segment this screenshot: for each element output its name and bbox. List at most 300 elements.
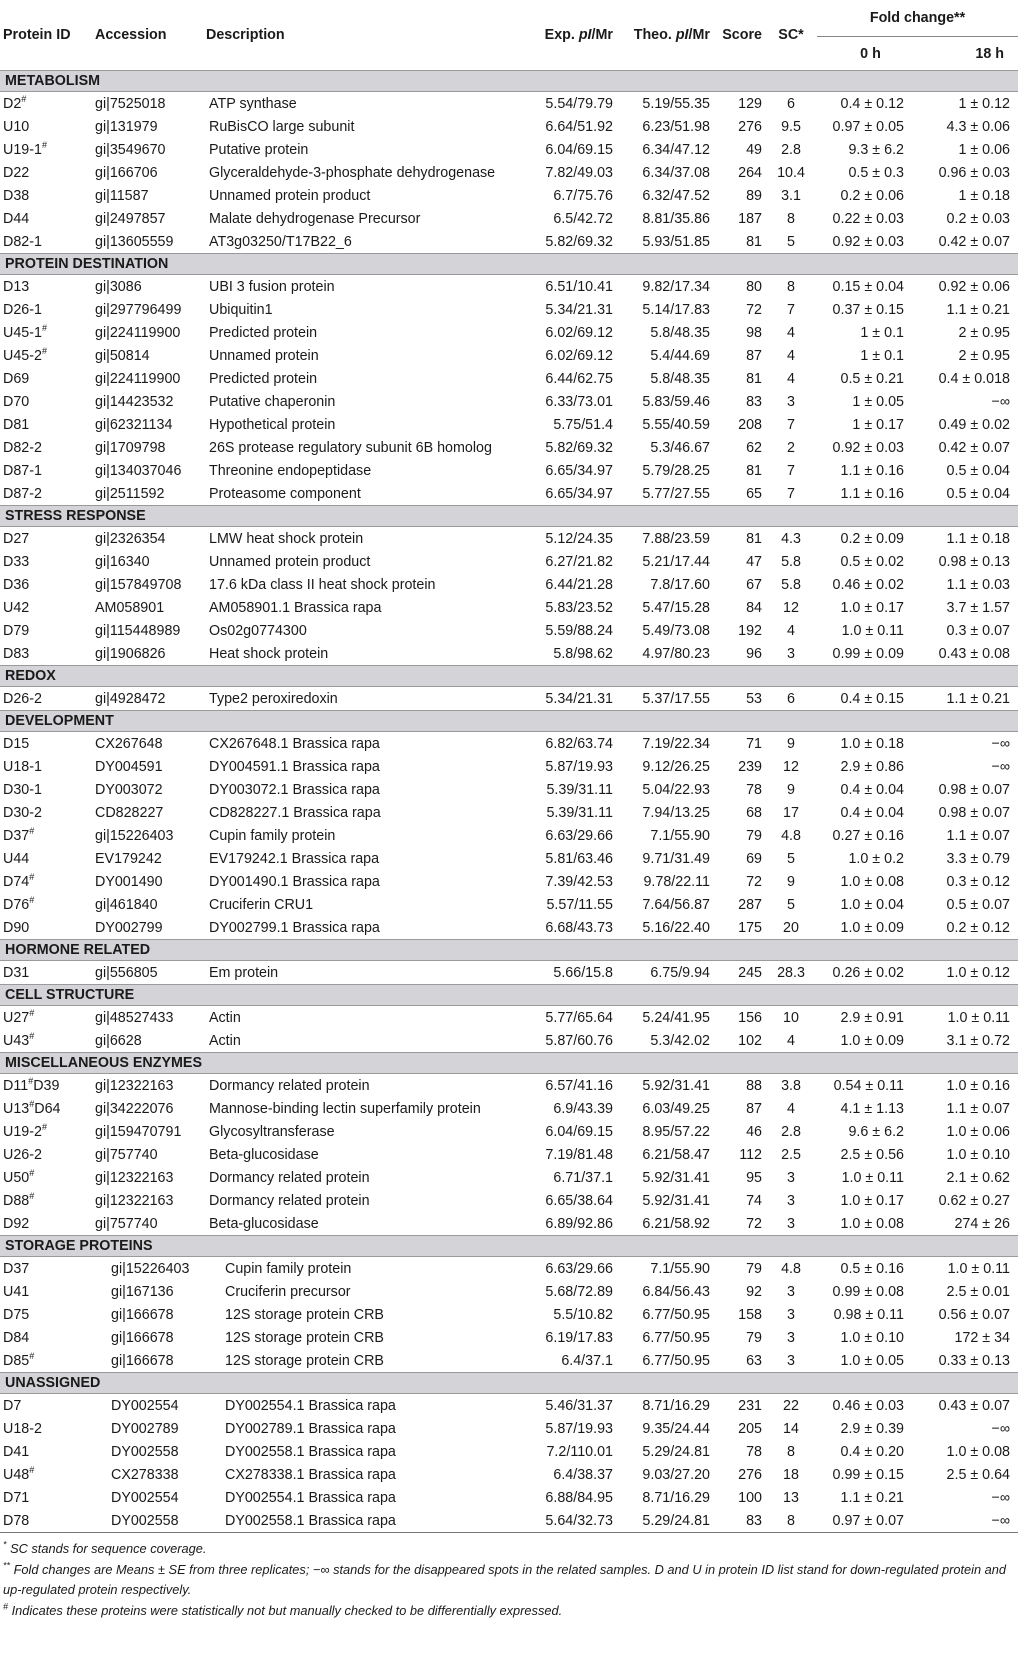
fold-0h-cell: 2.9 ± 0.86 bbox=[840, 758, 904, 775]
category-row bbox=[0, 1053, 1018, 1074]
protein-id: D41 bbox=[3, 1443, 30, 1460]
description-cell: Unnamed protein product bbox=[209, 553, 371, 570]
fold-18h-cell: 3.1 ± 0.72 bbox=[946, 1032, 1011, 1049]
sc-cell: 9 bbox=[787, 873, 795, 890]
description-cell: 17.6 kDa class II heat shock protein bbox=[209, 576, 436, 593]
table-row bbox=[0, 298, 1018, 321]
protein-id: D15 bbox=[3, 735, 30, 752]
table-row bbox=[0, 847, 1018, 870]
protein-id-mark: # bbox=[41, 1121, 47, 1132]
sc-cell: 7 bbox=[787, 485, 795, 502]
fold-18h-cell: 0.62 ± 0.27 bbox=[938, 1192, 1011, 1209]
protein-id: U45-1 bbox=[3, 324, 42, 341]
fold-18h-cell: 1.1 ± 0.18 bbox=[946, 530, 1011, 547]
col-header-18h: 18 h bbox=[975, 45, 1005, 62]
fold-0h-cell: 0.22 ± 0.03 bbox=[832, 210, 904, 227]
score-cell: 63 bbox=[746, 1352, 762, 1369]
score-cell: 89 bbox=[746, 187, 762, 204]
exp-pi-mr-cell: 5.66/15.8 bbox=[553, 964, 613, 981]
protein-id-mark: # bbox=[29, 1030, 35, 1041]
theo-pi-mr-cell: 5.49/73.08 bbox=[642, 622, 710, 639]
sc-cell: 4 bbox=[787, 1032, 795, 1049]
theo-pi-mr-cell: 7.94/13.25 bbox=[642, 804, 710, 821]
score-cell: 71 bbox=[746, 735, 762, 752]
description-cell: UBI 3 fusion protein bbox=[209, 278, 335, 295]
protein-id: D26-1 bbox=[3, 301, 42, 318]
theo-pi-mr-cell: 5.37/17.55 bbox=[642, 690, 710, 707]
theo-pi-mr-cell: 9.12/26.25 bbox=[642, 758, 710, 775]
protein-id-mark: # bbox=[29, 1007, 35, 1018]
fold-0h-cell: 0.4 ± 0.15 bbox=[840, 690, 904, 707]
protein-id: D85 bbox=[3, 1352, 30, 1369]
score-cell: 112 bbox=[739, 1146, 762, 1163]
accession-cell: gi|7525018 bbox=[95, 95, 166, 112]
accession-cell: gi|6628 bbox=[95, 1032, 142, 1049]
theo-pi-mr-cell: 9.78/22.11 bbox=[643, 873, 710, 890]
protein-id-cell bbox=[0, 413, 92, 436]
sc-cell: 4 bbox=[787, 622, 795, 639]
fold-18h-cell: 274 ± 26 bbox=[954, 1215, 1011, 1232]
fold-0h-cell: 1.1 ± 0.21 bbox=[840, 1489, 904, 1506]
protein-id-secondary: D39 bbox=[33, 1077, 60, 1094]
fold-0h-cell: 1.0 ± 0.04 bbox=[840, 896, 904, 913]
fold-0h-cell: 0.4 ± 0.20 bbox=[840, 1443, 904, 1460]
score-cell: 276 bbox=[738, 118, 762, 135]
accession-cell: DY002558 bbox=[92, 1509, 203, 1533]
sc-cell: 12 bbox=[783, 599, 799, 616]
table-row bbox=[0, 1166, 1018, 1189]
protein-id-cell bbox=[0, 138, 92, 161]
protein-id: U19-1 bbox=[3, 141, 42, 158]
score-cell: 192 bbox=[738, 622, 762, 639]
accession-cell: gi|15226403 bbox=[95, 827, 174, 844]
exp-pi-mr-cell: 6.7/75.76 bbox=[553, 187, 613, 204]
table-row bbox=[0, 230, 1018, 254]
protein-id-cell bbox=[0, 824, 92, 847]
protein-id-mark: # bbox=[29, 1167, 35, 1178]
sc-cell: 5 bbox=[787, 850, 795, 867]
fold-0h-cell: 0.2 ± 0.06 bbox=[840, 187, 904, 204]
protein-id-cell bbox=[0, 801, 92, 824]
accession-cell: gi|48527433 bbox=[95, 1009, 174, 1026]
score-cell: 79 bbox=[746, 1260, 762, 1277]
score-cell: 96 bbox=[746, 645, 762, 662]
exp-pi-mr-cell: 7.39/42.53 bbox=[545, 873, 613, 890]
description-cell: Putative protein bbox=[209, 141, 309, 158]
protein-id: D74 bbox=[3, 873, 30, 890]
fold-0h-cell: 1.1 ± 0.16 bbox=[840, 485, 904, 502]
fold-0h-cell: 0.92 ± 0.03 bbox=[832, 233, 904, 250]
protein-id: D88 bbox=[3, 1192, 30, 1209]
protein-id-mark: # bbox=[29, 825, 35, 836]
footnote-sc-mark: * bbox=[3, 1539, 7, 1550]
exp-pi-mr-cell: 5.46/31.37 bbox=[545, 1397, 613, 1414]
theo-pi-mr-cell: 5.24/41.95 bbox=[642, 1009, 710, 1026]
table-row bbox=[0, 275, 1018, 299]
footnote-fold-text: Fold changes are Means ± SE from three replicates; −∞ stands for the disappeared spots in the related samples. D and U in protein ID list stand for down-regulated protein and up-regulated protein respectively. bbox=[3, 1561, 1007, 1598]
accession-cell: gi|134037046 bbox=[95, 462, 182, 479]
fold-18h-cell: −∞ bbox=[991, 758, 1011, 775]
description-cell: DY002554.1 Brassica rapa bbox=[225, 1397, 396, 1414]
fold-0h-cell: 1.0 ± 0.05 bbox=[840, 1352, 904, 1369]
protein-id-cell bbox=[0, 207, 92, 230]
fold-0h-cell: 1.0 ± 0.09 bbox=[840, 1032, 904, 1049]
exp-pi-mr-cell: 5.39/31.11 bbox=[546, 781, 613, 798]
sc-cell: 4.8 bbox=[781, 827, 801, 844]
fold-0h-cell: 0.4 ± 0.12 bbox=[840, 95, 904, 112]
protein-id: D27 bbox=[3, 530, 30, 547]
protein-id-cell bbox=[0, 870, 92, 893]
sc-cell: 12 bbox=[783, 758, 799, 775]
accession-cell: DY001490 bbox=[95, 873, 163, 890]
accession-cell: DY004591 bbox=[95, 758, 163, 775]
protein-id: D76 bbox=[3, 896, 30, 913]
protein-id: D44 bbox=[3, 210, 30, 227]
footnote-sc-text: SC stands for sequence coverage. bbox=[6, 1541, 207, 1556]
theo-pi-mr-cell: 9.82/17.34 bbox=[642, 278, 710, 295]
fold-18h-cell: 0.2 ± 0.12 bbox=[946, 919, 1011, 936]
sc-cell: 3 bbox=[787, 1306, 795, 1323]
protein-id: D13 bbox=[3, 278, 30, 295]
score-cell: 276 bbox=[738, 1466, 762, 1483]
protein-id-mark: # bbox=[28, 1075, 34, 1086]
protein-id-cell bbox=[0, 390, 92, 413]
accession-cell: CX278338 bbox=[111, 1466, 179, 1483]
sc-cell: 18 bbox=[783, 1466, 799, 1483]
fold-0h-cell: 1.0 ± 0.08 bbox=[840, 873, 904, 890]
theo-pi-mr-cell: 9.03/27.20 bbox=[642, 1466, 710, 1483]
fold-18h-cell: 2 ± 0.95 bbox=[958, 324, 1011, 341]
accession-cell: gi|2497857 bbox=[95, 210, 166, 227]
fold-18h-cell: 1.0 ± 0.12 bbox=[946, 964, 1011, 981]
exp-pi-mr-cell: 7.82/49.03 bbox=[545, 164, 613, 181]
fold-18h-cell: 0.98 ± 0.07 bbox=[938, 804, 1011, 821]
fold-18h-cell: −∞ bbox=[991, 1489, 1011, 1506]
table-row bbox=[0, 367, 1018, 390]
description-cell: DY002558.1 Brassica rapa bbox=[203, 1509, 520, 1533]
protein-id: U27 bbox=[3, 1009, 30, 1026]
sc-cell: 6 bbox=[787, 690, 795, 707]
accession-cell: gi|12322163 bbox=[95, 1192, 174, 1209]
fold-0h-cell: 1.0 ± 0.17 bbox=[840, 1192, 904, 1209]
protein-id-cell bbox=[0, 1463, 92, 1486]
fold-18h-cell: 2.5 ± 0.01 bbox=[946, 1283, 1011, 1300]
fold-0h-cell: 1.0 ± 0.08 bbox=[840, 1215, 904, 1232]
exp-pi-mr-cell: 5.5/10.82 bbox=[553, 1306, 613, 1323]
protein-id: D71 bbox=[3, 1489, 30, 1506]
sc-cell: 8 bbox=[787, 210, 795, 227]
protein-id-cell bbox=[0, 1074, 92, 1098]
table-row bbox=[0, 1463, 1018, 1486]
fold-0h-cell: 0.4 ± 0.04 bbox=[840, 804, 904, 821]
fold-18h-cell: 0.42 ± 0.07 bbox=[938, 439, 1011, 456]
exp-pi-mr-cell: 5.34/21.31 bbox=[545, 690, 613, 707]
protein-id-cell bbox=[0, 321, 92, 344]
theo-pi-mr-cell: 5.79/28.25 bbox=[642, 462, 710, 479]
footnote-fold bbox=[3, 1560, 1015, 1601]
footnote-hash-mark: # bbox=[3, 1601, 9, 1612]
theo-pi-mr-cell: 6.34/37.08 bbox=[642, 164, 710, 181]
fold-0h-cell: 1.0 ± 0.17 bbox=[840, 599, 904, 616]
accession-cell: gi|461840 bbox=[95, 896, 158, 913]
protein-id-cell bbox=[0, 1189, 92, 1212]
accession-cell: gi|12322163 bbox=[95, 1169, 174, 1186]
fold-0h-cell: 0.37 ± 0.15 bbox=[832, 301, 904, 318]
fold-18h-cell: −∞ bbox=[924, 1509, 1018, 1533]
fold-18h-cell: 0.5 ± 0.04 bbox=[946, 485, 1011, 502]
fold-18h-cell: 2.1 ± 0.62 bbox=[946, 1169, 1011, 1186]
description-cell: CX267648.1 Brassica rapa bbox=[209, 735, 380, 752]
description-cell: 12S storage protein CRB bbox=[225, 1306, 384, 1323]
exp-pi-mr-cell: 6.71/37.1 bbox=[553, 1169, 613, 1186]
fold-0h-cell: 1 ± 0.05 bbox=[852, 393, 904, 410]
accession-cell: gi|3086 bbox=[95, 278, 142, 295]
description-cell: Actin bbox=[209, 1032, 241, 1049]
exp-pi-mr-cell: 5.59/88.24 bbox=[545, 622, 613, 639]
exp-pi-mr-cell: 5.12/24.35 bbox=[545, 530, 613, 547]
fold-0h-cell: 2.9 ± 0.91 bbox=[840, 1009, 904, 1026]
table-row bbox=[0, 596, 1018, 619]
fold-18h-cell: 3.7 ± 1.57 bbox=[946, 599, 1011, 616]
theo-pi-mr-cell: 5.77/27.55 bbox=[642, 485, 710, 502]
protein-id-cell bbox=[0, 732, 92, 756]
table-row bbox=[0, 1212, 1018, 1236]
sc-cell: 8 bbox=[765, 1509, 817, 1533]
table-row bbox=[0, 1486, 1018, 1509]
fold-18h-cell: 0.98 ± 0.13 bbox=[938, 553, 1011, 570]
protein-id-cell bbox=[0, 298, 92, 321]
table-row bbox=[0, 573, 1018, 596]
description-cell: CX278338.1 Brassica rapa bbox=[225, 1466, 396, 1483]
col-header-accession: Accession bbox=[95, 27, 167, 43]
exp-pi-mr-cell: 6.82/63.74 bbox=[545, 735, 613, 752]
exp-pi-mr-cell: 5.68/72.89 bbox=[545, 1283, 613, 1300]
accession-cell: gi|166678 bbox=[111, 1352, 174, 1369]
category-title: REDOX bbox=[0, 666, 1018, 687]
score-cell: 208 bbox=[738, 416, 762, 433]
score-cell: 81 bbox=[746, 233, 762, 250]
description-cell: Mannose-binding lectin superfamily protein bbox=[209, 1100, 481, 1117]
theo-pi-mr-cell: 4.97/80.23 bbox=[642, 645, 710, 662]
description-cell: Em protein bbox=[209, 964, 279, 981]
fold-18h-cell: 1.1 ± 0.21 bbox=[946, 690, 1011, 707]
sc-cell: 7 bbox=[787, 301, 795, 318]
fold-18h-cell: 0.3 ± 0.07 bbox=[946, 622, 1011, 639]
description-cell: DY002554.1 Brassica rapa bbox=[225, 1489, 396, 1506]
score-cell: 88 bbox=[746, 1077, 762, 1094]
protein-id: D78 bbox=[3, 1512, 30, 1529]
accession-cell: gi|15226403 bbox=[111, 1260, 190, 1277]
protein-id: D87-2 bbox=[3, 485, 42, 502]
sc-cell: 3 bbox=[787, 1329, 795, 1346]
category-title: PROTEIN DESTINATION bbox=[0, 254, 1018, 275]
fold-18h-cell: 0.33 ± 0.13 bbox=[938, 1352, 1011, 1369]
table-row bbox=[0, 1394, 1018, 1418]
theo-pi-mr-cell: 6.32/47.52 bbox=[642, 187, 710, 204]
exp-pi-mr-cell: 5.54/79.79 bbox=[545, 95, 613, 112]
table-row bbox=[0, 1257, 1018, 1281]
fold-18h-cell: 172 ± 34 bbox=[954, 1329, 1011, 1346]
score-cell: 92 bbox=[746, 1283, 762, 1300]
accession-cell: DY002789 bbox=[111, 1420, 179, 1437]
score-cell: 81 bbox=[746, 462, 762, 479]
table-row bbox=[0, 527, 1018, 551]
protein-id-secondary: D64 bbox=[34, 1100, 61, 1117]
category-row bbox=[0, 985, 1018, 1006]
theo-pi-mr-cell: 7.1/55.90 bbox=[650, 1260, 710, 1277]
protein-id: D87-1 bbox=[3, 462, 42, 479]
theo-pi-mr-cell: 6.77/50.95 bbox=[642, 1306, 710, 1323]
sc-cell: 28.3 bbox=[777, 964, 805, 981]
fold-0h-cell: 2.9 ± 0.39 bbox=[840, 1420, 904, 1437]
fold-18h-cell: 0.5 ± 0.07 bbox=[946, 896, 1011, 913]
category-title: STORAGE PROTEINS bbox=[0, 1236, 1018, 1257]
theo-pi-mr-cell: 5.92/31.41 bbox=[642, 1169, 710, 1186]
table-row bbox=[0, 138, 1018, 161]
fold-18h-cell: 2.5 ± 0.64 bbox=[946, 1466, 1011, 1483]
exp-pi-mr-cell: 6.68/43.73 bbox=[545, 919, 613, 936]
score-cell: 264 bbox=[738, 164, 762, 181]
exp-pi-mr-cell: 6.04/69.15 bbox=[545, 141, 613, 158]
sc-cell: 10.4 bbox=[777, 164, 805, 181]
accession-cell: gi|159470791 bbox=[95, 1123, 182, 1140]
protein-id: U43 bbox=[3, 1032, 30, 1049]
fold-18h-cell: 0.92 ± 0.06 bbox=[938, 278, 1011, 295]
description-cell: Beta-glucosidase bbox=[209, 1215, 319, 1232]
protein-id-mark: # bbox=[29, 871, 35, 882]
accession-cell: gi|131979 bbox=[95, 118, 158, 135]
fold-0h-cell: 0.2 ± 0.09 bbox=[840, 530, 904, 547]
protein-id-cell bbox=[0, 1166, 92, 1189]
table-row bbox=[0, 801, 1018, 824]
description-cell: Hypothetical protein bbox=[209, 416, 336, 433]
exp-pi-mr-cell: 6.4/37.1 bbox=[561, 1352, 613, 1369]
fold-0h-cell: 0.46 ± 0.02 bbox=[832, 576, 904, 593]
fold-0h-cell: 0.4 ± 0.04 bbox=[840, 781, 904, 798]
category-title: STRESS RESPONSE bbox=[0, 506, 1018, 527]
score-cell: 72 bbox=[746, 301, 762, 318]
protein-id: D36 bbox=[3, 576, 30, 593]
exp-pi-mr-cell: 5.34/21.31 bbox=[545, 301, 613, 318]
protein-id: U10 bbox=[3, 118, 30, 135]
accession-cell: gi|224119900 bbox=[95, 370, 181, 387]
protein-id: U44 bbox=[3, 850, 30, 867]
table-row bbox=[0, 1143, 1018, 1166]
sc-cell: 8 bbox=[787, 1443, 795, 1460]
exp-pi-label-post: /Mr bbox=[591, 27, 613, 43]
fold-18h-cell: 0.56 ± 0.07 bbox=[938, 1306, 1011, 1323]
fold-18h-cell: −∞ bbox=[991, 1420, 1011, 1437]
fold-0h-cell: 1.0 ± 0.09 bbox=[840, 919, 904, 936]
fold-18h-cell: 0.49 ± 0.02 bbox=[938, 416, 1011, 433]
sc-cell: 2.5 bbox=[781, 1146, 801, 1163]
score-cell: 79 bbox=[746, 1329, 762, 1346]
table-row bbox=[0, 1417, 1018, 1440]
protein-id: D11 bbox=[3, 1077, 29, 1094]
sc-cell: 2.8 bbox=[781, 141, 801, 158]
score-cell: 46 bbox=[746, 1123, 762, 1140]
fold-18h-cell: 1.0 ± 0.10 bbox=[946, 1146, 1011, 1163]
table-row bbox=[0, 1280, 1018, 1303]
description-cell: Cruciferin precursor bbox=[225, 1283, 351, 1300]
protein-id-cell bbox=[0, 1097, 92, 1120]
protein-id-cell bbox=[0, 275, 92, 299]
fold-18h-cell: 0.43 ± 0.08 bbox=[938, 645, 1011, 662]
sc-cell: 5.8 bbox=[781, 553, 801, 570]
exp-pi-mr-cell: 6.63/29.66 bbox=[545, 827, 613, 844]
protein-id: U48 bbox=[3, 1466, 30, 1483]
sc-cell: 9 bbox=[787, 781, 795, 798]
theo-pi-mr-cell: 8.71/16.29 bbox=[642, 1397, 710, 1414]
protein-id-cell bbox=[0, 1509, 92, 1533]
fold-18h-cell: 1.1 ± 0.03 bbox=[946, 576, 1011, 593]
accession-cell: gi|166706 bbox=[95, 164, 158, 181]
score-cell: 83 bbox=[746, 393, 762, 410]
score-cell: 72 bbox=[746, 873, 762, 890]
score-cell: 187 bbox=[738, 210, 762, 227]
description-cell: DY002789.1 Brassica rapa bbox=[225, 1420, 396, 1437]
description-cell: Proteasome component bbox=[209, 485, 361, 502]
description-cell: Predicted protein bbox=[209, 370, 318, 387]
protein-id: U42 bbox=[3, 599, 30, 616]
accession-cell: DY002554 bbox=[111, 1489, 179, 1506]
theo-pi-mr-cell: 6.77/50.95 bbox=[642, 1352, 710, 1369]
protein-id-cell bbox=[0, 1394, 92, 1418]
theo-pi-mr-cell: 5.4/44.69 bbox=[650, 347, 710, 364]
sc-cell: 3 bbox=[787, 645, 795, 662]
fold-18h-cell: −∞ bbox=[991, 735, 1011, 752]
description-cell: Unnamed protein bbox=[209, 347, 319, 364]
protein-id: D82-2 bbox=[3, 439, 42, 456]
accession-cell: gi|14423532 bbox=[95, 393, 174, 410]
sc-cell: 4 bbox=[787, 347, 795, 364]
score-cell: 156 bbox=[738, 1009, 762, 1026]
accession-cell: gi|166678 bbox=[111, 1306, 174, 1323]
protein-id-cell bbox=[0, 778, 92, 801]
fold-18h-cell: 0.43 ± 0.07 bbox=[938, 1397, 1011, 1414]
protein-id: D84 bbox=[3, 1329, 30, 1346]
fold-18h-cell: 1 ± 0.18 bbox=[958, 187, 1011, 204]
description-cell: 26S protease regulatory subunit 6B homolog bbox=[209, 439, 492, 456]
fold-0h-cell: 0.99 ± 0.09 bbox=[832, 645, 904, 662]
sc-cell: 2.8 bbox=[781, 1123, 801, 1140]
theo-pi-mr-cell: 5.47/15.28 bbox=[642, 599, 710, 616]
table-row bbox=[0, 344, 1018, 367]
fold-0h-cell: 1 ± 0.1 bbox=[860, 324, 904, 341]
protein-id-cell bbox=[0, 1440, 92, 1463]
score-cell: 78 bbox=[746, 1443, 762, 1460]
sc-cell: 14 bbox=[783, 1420, 799, 1437]
table-row bbox=[0, 1006, 1018, 1030]
theo-pi-mr-cell: 8.81/35.86 bbox=[642, 210, 710, 227]
sc-cell: 13 bbox=[783, 1489, 799, 1506]
description-cell: Threonine endopeptidase bbox=[209, 462, 372, 479]
fold-18h-cell: 1.0 ± 0.08 bbox=[946, 1443, 1011, 1460]
score-cell: 68 bbox=[746, 804, 762, 821]
accession-cell: gi|167136 bbox=[111, 1283, 174, 1300]
table-row bbox=[0, 390, 1018, 413]
accession-cell: gi|2326354 bbox=[95, 530, 166, 547]
protein-id: D90 bbox=[3, 919, 30, 936]
protein-id-cell bbox=[0, 961, 92, 985]
category-row bbox=[0, 1236, 1018, 1257]
fold-0h-cell: 1.0 ± 0.11 bbox=[841, 1169, 904, 1186]
exp-pi-mr-cell: 6.44/21.28 bbox=[545, 576, 613, 593]
accession-cell: gi|4928472 bbox=[95, 690, 166, 707]
accession-cell: gi|34222076 bbox=[95, 1100, 174, 1117]
table-row bbox=[0, 92, 1018, 116]
fold-18h-cell: 3.3 ± 0.79 bbox=[946, 850, 1011, 867]
